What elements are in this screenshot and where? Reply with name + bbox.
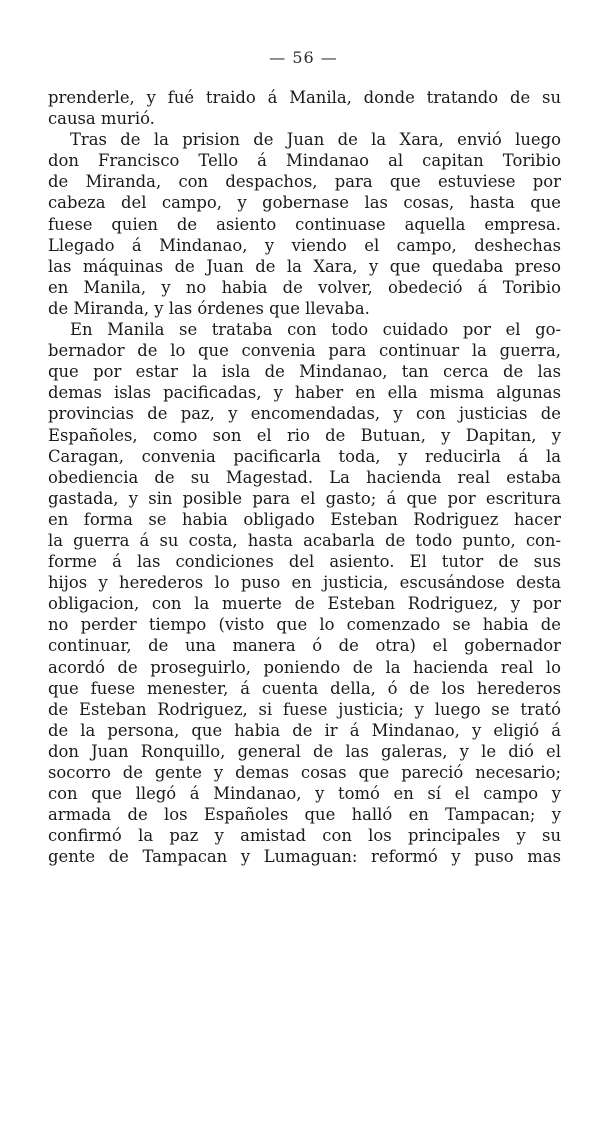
text-line: hijos y herederos lo puso en justicia, escusándose desta (48, 573, 561, 593)
text-line: de Esteban Rodriguez, si fuese justicia; y luego se trató (48, 699, 561, 719)
text-line: en forma se habia obligado Esteban Rodriguez hacer (48, 509, 561, 529)
text-line: cabeza del campo, y gobernase las cosas, hasta que (48, 193, 561, 213)
text-line: don Juan Ronquillo, general de las galeras, y le dió el (48, 741, 561, 761)
text-line: continuar, de una manera ó de otra) el gobernador (48, 636, 561, 656)
text-line: la guerra á su costa, hasta acabarla de todo punto, con- (48, 530, 561, 550)
body-text (48, 87, 561, 867)
text-line: Caragan, convenia pacificarla toda, y reducirla á la (48, 446, 561, 466)
text-line: con que llegó á Mindanao, y tomó en sí el campo y (48, 784, 561, 804)
text-line: prenderle, y fué traido á Manila, donde tratando de su (48, 88, 561, 107)
text-line: confirmó la paz y amistad con los principales y su (48, 826, 561, 846)
text-line: gastada, y sin posible para el gasto; á que por escritura (48, 488, 561, 508)
text-line: Tras de la prision de Juan de la Xara, envió luego (70, 130, 561, 150)
text-line: don Francisco Tello á Mindanao al capitan Toribio (48, 151, 561, 171)
text-line: de Miranda, con despachos, para que estuviese por (48, 172, 561, 192)
text-line: acordó de proseguirlo, poniendo de la hacienda real lo (48, 657, 561, 677)
text-line: bernador de lo que convenia para continuar la guerra, (48, 341, 561, 361)
text-line: obediencia de su Magestad. La hacienda real estaba (48, 467, 561, 487)
text-line: de la persona, que habia de ir á Mindanao, y eligió á (48, 720, 561, 740)
text-line: de Miranda, y las órdenes que llevaba. (48, 298, 370, 318)
text-line: forme á las condiciones del asiento. El tutor de sus (48, 552, 561, 572)
text-line: En Manila se trataba con todo cuidado por el go- (70, 320, 561, 340)
text-line: fuese quien de asiento continuase aquella empresa. (48, 214, 561, 234)
text-line: que fuese menester, á cuenta della, ó de los herederos (48, 678, 561, 698)
text-line: no perder tiempo (visto que lo comenzado se habia de (48, 615, 561, 635)
text-line: gente de Tampacan y Lumaguan: reformó y puso mas (48, 847, 561, 867)
text-line: Españoles, como son el rio de Butuan, y Dapitan, y (48, 425, 561, 445)
text-line: causa murió. (48, 109, 155, 129)
text-line: en Manila, y no habia de volver, obedeció á Toribio (48, 277, 561, 297)
page-number: — 56 — (269, 48, 338, 67)
text-line: obligacion, con la muerte de Esteban Rodriguez, y por (48, 594, 561, 614)
text-line: socorro de gente y demas cosas que pareció necesario; (48, 763, 561, 782)
text-line: provincias de paz, y encomendadas, y con justicias de (48, 404, 561, 424)
text-line: armada de los Españoles que halló en Tampacan; y (48, 805, 561, 825)
text-line: que por estar la isla de Mindanao, tan cerca de las (48, 362, 561, 382)
text-line: Llegado á Mindanao, y viendo el campo, deshechas (48, 235, 561, 255)
text-line: las máquinas de Juan de la Xara, y que quedaba preso (48, 256, 561, 276)
text-line: demas islas pacificadas, y haber en ella misma algunas (48, 383, 561, 403)
